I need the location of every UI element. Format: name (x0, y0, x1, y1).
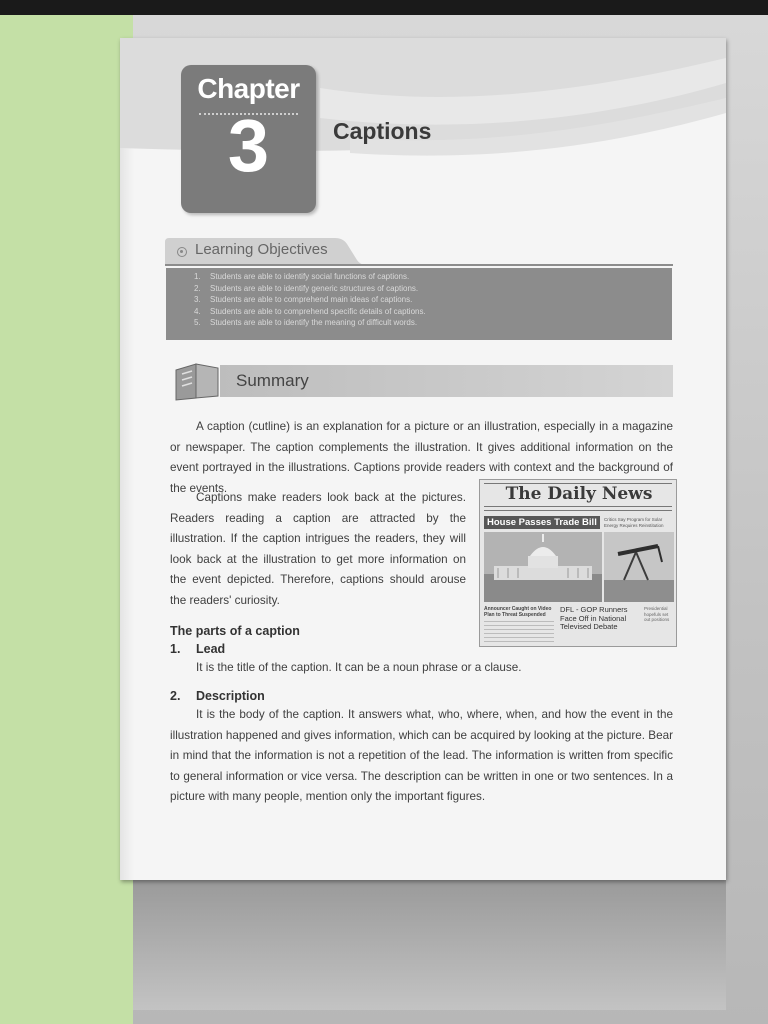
scanner-top-edge (0, 0, 768, 15)
newspaper-story-headline: DFL - GOP Runners Face Off in National Televised Debate (560, 605, 628, 631)
chapter-number: 3 (227, 104, 270, 187)
parts-heading: The parts of a caption (170, 624, 300, 638)
chapter-title: Captions (333, 118, 432, 144)
summary-paragraph-1: A caption (cutline) is an explanation for a picture or an illustration, especially in a magazine or newspaper. The caption complements the illustration. It gives additional information on the event portrayed in the illustrations. Captions provide readers with context and the background of the events. (170, 420, 673, 495)
objective-item: 4. Students are able to comprehend specific details of captions. (194, 306, 426, 316)
newspaper-subhead: Announcer Caught on Video Plan to Threat Suspended (484, 606, 552, 618)
scanner-bottom-shadow (114, 880, 726, 1010)
part-lead-text: It is the title of the caption. It can be a noun phrase or a clause. (196, 661, 522, 674)
chapter-badge (181, 65, 316, 213)
newspaper-illustration (479, 479, 677, 647)
newspaper-text-lines (484, 621, 554, 643)
newspaper-column-text: Presidential hopefuls set out positions (644, 606, 670, 622)
objective-item: 3. Students are able to comprehend main ideas of captions. (194, 295, 413, 304)
part-lead-heading: 1. Lead (170, 642, 226, 656)
summary-paragraph-2: Captions make readers look back at the pictures. Readers reading a caption are attracted by the illustration. If the caption intrigues the readers, they will look back at the illustration to get more information on the event depicted. Therefore, captions should arouse the readers' curiosity. (170, 491, 466, 607)
green-paper-tab (0, 15, 133, 1024)
part-description-text: It is the body of the caption. It answers what, who, where, when, and how the event in the illustration happened and gives information, which can be acquired by looking at the picture. Bear in mind that the information is not a repetition of the lead. The information is written from specific to general information or vice versa. The description can be written in one or two sentences. In a picture with many people, mention only the important figures. (170, 708, 673, 804)
learning-objectives-header (165, 238, 673, 266)
objectives-list (166, 268, 672, 329)
newspaper-masthead: The Daily News (505, 484, 653, 504)
newspaper-side-text: Critics Say Program for Solar Energy Requires Reinstitution (604, 517, 664, 528)
chapter-label: Chapter (197, 73, 300, 104)
objective-item: 2. Students are able to identify generic structures of captions. (194, 283, 419, 293)
target-icon (177, 247, 187, 257)
capitol-building-photo (484, 532, 602, 602)
learning-objectives-title: Learning Objectives (195, 241, 328, 258)
objective-item: 1. Students are able to identify social functions of captions. (194, 272, 410, 281)
summary-title: Summary (236, 371, 309, 390)
book-page (120, 38, 726, 880)
oil-pump-photo (604, 532, 674, 602)
learning-objectives-box (166, 268, 672, 340)
objective-item: 5. Students are able to identify the meaning of difficult words. (194, 318, 418, 327)
newspaper-headline: House Passes Trade Bill (484, 516, 600, 529)
part-description-heading: 2. Description (170, 689, 265, 703)
book-icon (172, 360, 222, 402)
